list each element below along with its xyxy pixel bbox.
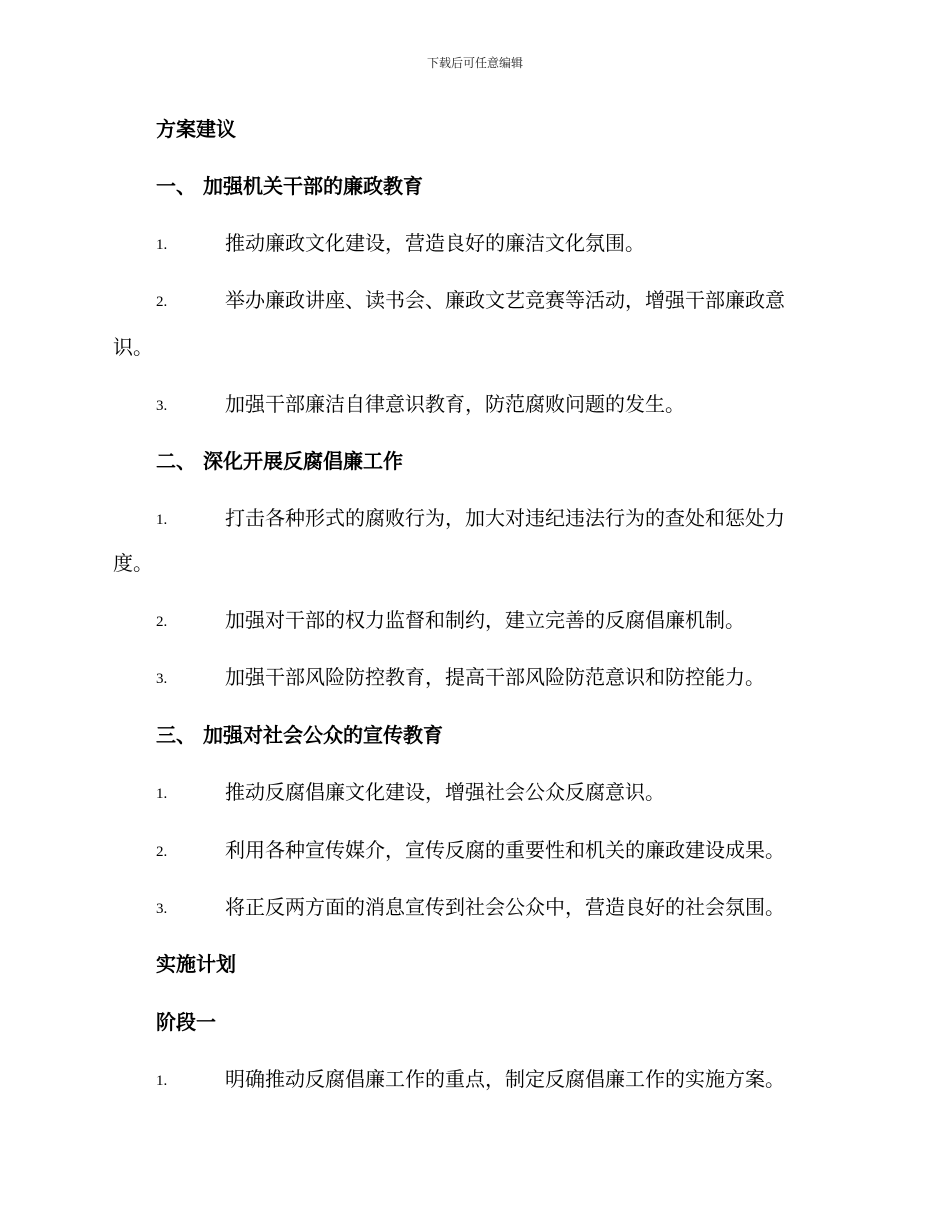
list-number: 1. xyxy=(156,512,168,528)
list-number: 2. xyxy=(156,844,168,860)
list-text-continuation: 度。 xyxy=(113,551,153,575)
list-number: 2. xyxy=(156,294,168,310)
list-text: 加强干部廉洁自律意识教育，防范腐败问题的发生。 xyxy=(225,392,685,416)
list-number: 1. xyxy=(156,237,168,253)
page-header: 下载后可任意编辑 xyxy=(426,56,523,70)
section-heading-implementation: 实施计划 xyxy=(156,952,236,976)
list-text: 打击各种形式的腐败行为，加大对违纪违法行为的查处和惩处力 xyxy=(225,506,785,530)
list-number: 1. xyxy=(156,1073,168,1089)
list-number: 3. xyxy=(156,398,168,414)
section-heading-3: 三、 加强对社会公众的宣传教育 xyxy=(156,723,443,747)
list-text-continuation: 识。 xyxy=(113,335,153,359)
section-heading-1: 一、 加强机关干部的廉政教育 xyxy=(156,174,423,198)
list-number: 1. xyxy=(156,786,168,802)
list-text: 明确推动反腐倡廉工作的重点，制定反腐倡廉工作的实施方案。 xyxy=(225,1067,785,1091)
list-number: 3. xyxy=(156,901,168,917)
list-text: 加强对干部的权力监督和制约，建立完善的反腐倡廉机制。 xyxy=(225,608,745,632)
list-number: 2. xyxy=(156,614,168,630)
list-text: 利用各种宣传媒介，宣传反腐的重要性和机关的廉政建设成果。 xyxy=(225,838,785,862)
section-heading-2: 二、 深化开展反腐倡廉工作 xyxy=(156,449,403,473)
list-text: 加强干部风险防控教育，提高干部风险防范意识和防控能力。 xyxy=(225,665,765,689)
list-text: 举办廉政讲座、读书会、廉政文艺竞赛等活动，增强干部廉政意 xyxy=(225,288,785,312)
list-number: 3. xyxy=(156,671,168,687)
section-heading-phase-1: 阶段一 xyxy=(156,1010,216,1034)
list-text: 推动反腐倡廉文化建设，增强社会公众反腐意识。 xyxy=(225,780,665,804)
list-text: 推动廉政文化建设，营造良好的廉洁文化氛围。 xyxy=(225,231,645,255)
list-text: 将正反两方面的消息宣传到社会公众中，营造良好的社会氛围。 xyxy=(225,895,785,919)
section-heading-plan: 方案建议 xyxy=(156,117,236,141)
